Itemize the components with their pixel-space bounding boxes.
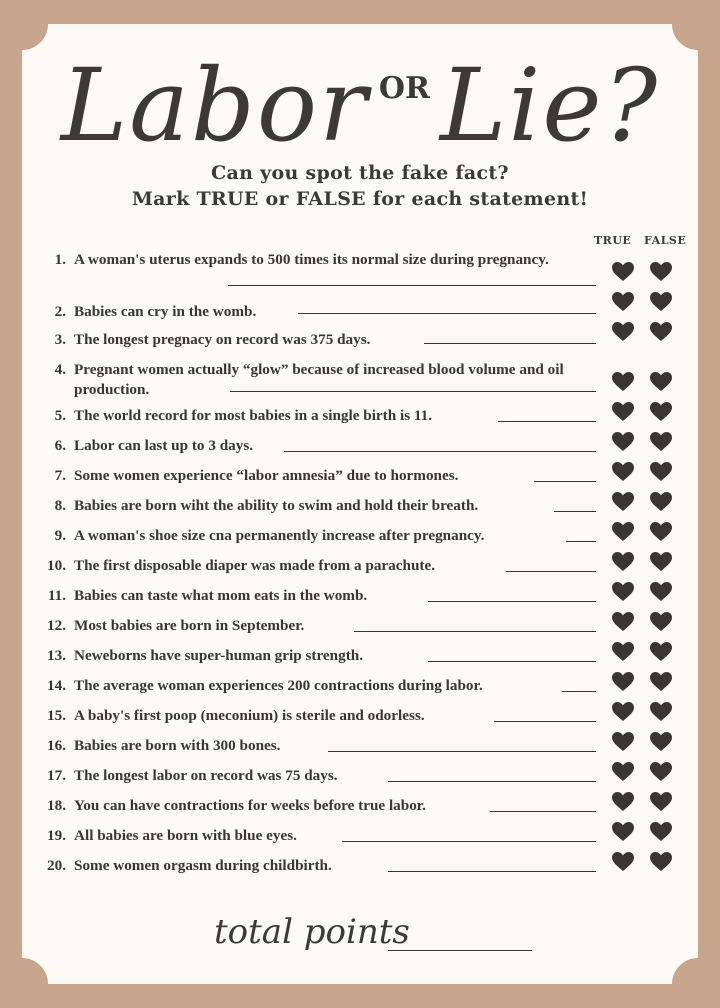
true-heart-icon[interactable] bbox=[612, 582, 634, 602]
answer-line[interactable] bbox=[284, 451, 596, 452]
true-heart-icon[interactable] bbox=[612, 462, 634, 482]
false-heart-icon[interactable] bbox=[650, 852, 672, 872]
question-number: 1. bbox=[54, 251, 66, 268]
true-heart-icon[interactable] bbox=[612, 322, 634, 342]
page-title bbox=[22, 46, 698, 166]
answer-line[interactable] bbox=[562, 691, 596, 692]
question-number: 7. bbox=[54, 467, 66, 484]
false-heart-icon[interactable] bbox=[650, 702, 672, 722]
question-text: Labor can last up to 3 days. bbox=[74, 437, 254, 454]
total-points-label: total points bbox=[214, 912, 410, 952]
worksheet-card bbox=[22, 24, 698, 984]
question-number: 16. bbox=[47, 737, 66, 754]
true-heart-icon[interactable] bbox=[612, 672, 634, 692]
false-heart-icon[interactable] bbox=[650, 672, 672, 692]
question-number: 11. bbox=[47, 587, 66, 604]
question-number: 4. bbox=[54, 361, 66, 378]
true-heart-icon[interactable] bbox=[612, 292, 634, 312]
title-lie: Lie? bbox=[439, 47, 660, 164]
false-heart-icon[interactable] bbox=[650, 262, 672, 282]
question-number: 17. bbox=[47, 767, 66, 784]
question-number: 5. bbox=[54, 407, 66, 424]
true-column-header: TRUE bbox=[594, 234, 632, 247]
false-column-header: FALSE bbox=[644, 234, 687, 247]
answer-line[interactable] bbox=[490, 811, 596, 812]
true-heart-icon[interactable] bbox=[612, 732, 634, 752]
false-heart-icon[interactable] bbox=[650, 462, 672, 482]
title-or: OR bbox=[378, 70, 430, 106]
question-number: 8. bbox=[54, 497, 66, 514]
question-text: Pregnant women actually “glow” because of increased blood volume and oil production. bbox=[74, 361, 564, 398]
question-number: 13. bbox=[47, 647, 66, 664]
question-text: Babies can cry in the womb. bbox=[74, 303, 257, 320]
true-heart-icon[interactable] bbox=[612, 792, 634, 812]
subtitle-line-1: Can you spot the fake fact? bbox=[211, 162, 509, 184]
false-heart-icon[interactable] bbox=[650, 642, 672, 662]
true-heart-icon[interactable] bbox=[612, 822, 634, 842]
answer-line[interactable] bbox=[354, 631, 596, 632]
true-heart-icon[interactable] bbox=[612, 372, 634, 392]
total-points-line[interactable] bbox=[388, 950, 532, 951]
false-heart-icon[interactable] bbox=[650, 762, 672, 782]
question-number: 6. bbox=[54, 437, 66, 454]
question-text: Some women experience “labor amnesia” due to hormones. bbox=[74, 467, 459, 484]
answer-line[interactable] bbox=[498, 421, 596, 422]
question-number: 10. bbox=[47, 557, 66, 574]
question-number: 15. bbox=[47, 707, 66, 724]
false-heart-icon[interactable] bbox=[650, 432, 672, 452]
title-labor: Labor bbox=[60, 47, 369, 164]
true-heart-icon[interactable] bbox=[612, 852, 634, 872]
true-heart-icon[interactable] bbox=[612, 492, 634, 512]
true-heart-icon[interactable] bbox=[612, 262, 634, 282]
answer-line[interactable] bbox=[388, 781, 596, 782]
question-text: The longest pregnacy on record was 375 days. bbox=[74, 331, 371, 348]
true-heart-icon[interactable] bbox=[612, 432, 634, 452]
question-text: The first disposable diaper was made from a parachute. bbox=[74, 557, 435, 574]
question-text: Babies are born wiht the ability to swim and hold their breath. bbox=[74, 497, 479, 514]
question-number: 12. bbox=[47, 617, 66, 634]
true-heart-icon[interactable] bbox=[612, 642, 634, 662]
answer-line[interactable] bbox=[342, 841, 596, 842]
question-number: 18. bbox=[47, 797, 66, 814]
question-text: A woman's shoe size cna permanently increase after pregnancy. bbox=[74, 527, 485, 544]
question-text: The longest labor on record was 75 days. bbox=[74, 767, 338, 784]
question-number: 2. bbox=[54, 303, 66, 320]
false-heart-icon[interactable] bbox=[650, 402, 672, 422]
false-heart-icon[interactable] bbox=[650, 322, 672, 342]
answer-line[interactable] bbox=[506, 571, 596, 572]
false-heart-icon[interactable] bbox=[650, 732, 672, 752]
question-text: Babies can taste what mom eats in the womb. bbox=[74, 587, 368, 604]
true-heart-icon[interactable] bbox=[612, 612, 634, 632]
answer-line[interactable] bbox=[388, 871, 596, 872]
answer-line[interactable] bbox=[494, 721, 596, 722]
true-heart-icon[interactable] bbox=[612, 402, 634, 422]
false-heart-icon[interactable] bbox=[650, 292, 672, 312]
answer-line[interactable] bbox=[554, 511, 596, 512]
question-text: Neweborns have super-human grip strength. bbox=[74, 647, 363, 664]
false-heart-icon[interactable] bbox=[650, 822, 672, 842]
question-text: The world record for most babies in a single birth is 11. bbox=[74, 407, 433, 424]
true-heart-icon[interactable] bbox=[612, 702, 634, 722]
question-number: 19. bbox=[47, 827, 66, 844]
true-heart-icon[interactable] bbox=[612, 762, 634, 782]
question-text: The average woman experiences 200 contractions during labor. bbox=[74, 677, 483, 694]
answer-line[interactable] bbox=[424, 343, 596, 344]
answer-line[interactable] bbox=[566, 541, 596, 542]
answer-line[interactable] bbox=[428, 661, 596, 662]
question-text: A woman's uterus expands to 500 times its normal size during pregnancy. bbox=[74, 251, 549, 268]
answer-line[interactable] bbox=[228, 285, 596, 286]
false-heart-icon[interactable] bbox=[650, 792, 672, 812]
subtitle-line-2: Mark TRUE or FALSE for each statement! bbox=[131, 188, 589, 210]
false-heart-icon[interactable] bbox=[650, 522, 672, 542]
answer-line[interactable] bbox=[328, 751, 596, 752]
false-heart-icon[interactable] bbox=[650, 372, 672, 392]
question-number: 9. bbox=[54, 527, 66, 544]
false-heart-icon[interactable] bbox=[650, 612, 672, 632]
question-text: A baby's first poop (meconium) is sterile and odorless. bbox=[74, 707, 425, 724]
answer-line[interactable] bbox=[298, 313, 596, 314]
question-number: 14. bbox=[47, 677, 66, 694]
true-heart-icon[interactable] bbox=[612, 522, 634, 542]
question-text: Some women orgasm during childbirth. bbox=[74, 857, 332, 874]
false-heart-icon[interactable] bbox=[650, 552, 672, 572]
question-text: Babies are born with 300 bones. bbox=[74, 737, 281, 754]
answer-line[interactable] bbox=[534, 481, 596, 482]
question-number: 3. bbox=[54, 331, 66, 348]
false-heart-icon[interactable] bbox=[650, 582, 672, 602]
false-heart-icon[interactable] bbox=[650, 492, 672, 512]
question-text: You can have contractions for weeks before true labor. bbox=[74, 797, 426, 814]
answer-line[interactable] bbox=[230, 391, 596, 392]
true-heart-icon[interactable] bbox=[612, 552, 634, 572]
question-text: Most babies are born in September. bbox=[74, 617, 305, 634]
question-number: 20. bbox=[47, 857, 66, 874]
answer-line[interactable] bbox=[428, 601, 596, 602]
question-text: All babies are born with blue eyes. bbox=[74, 827, 297, 844]
